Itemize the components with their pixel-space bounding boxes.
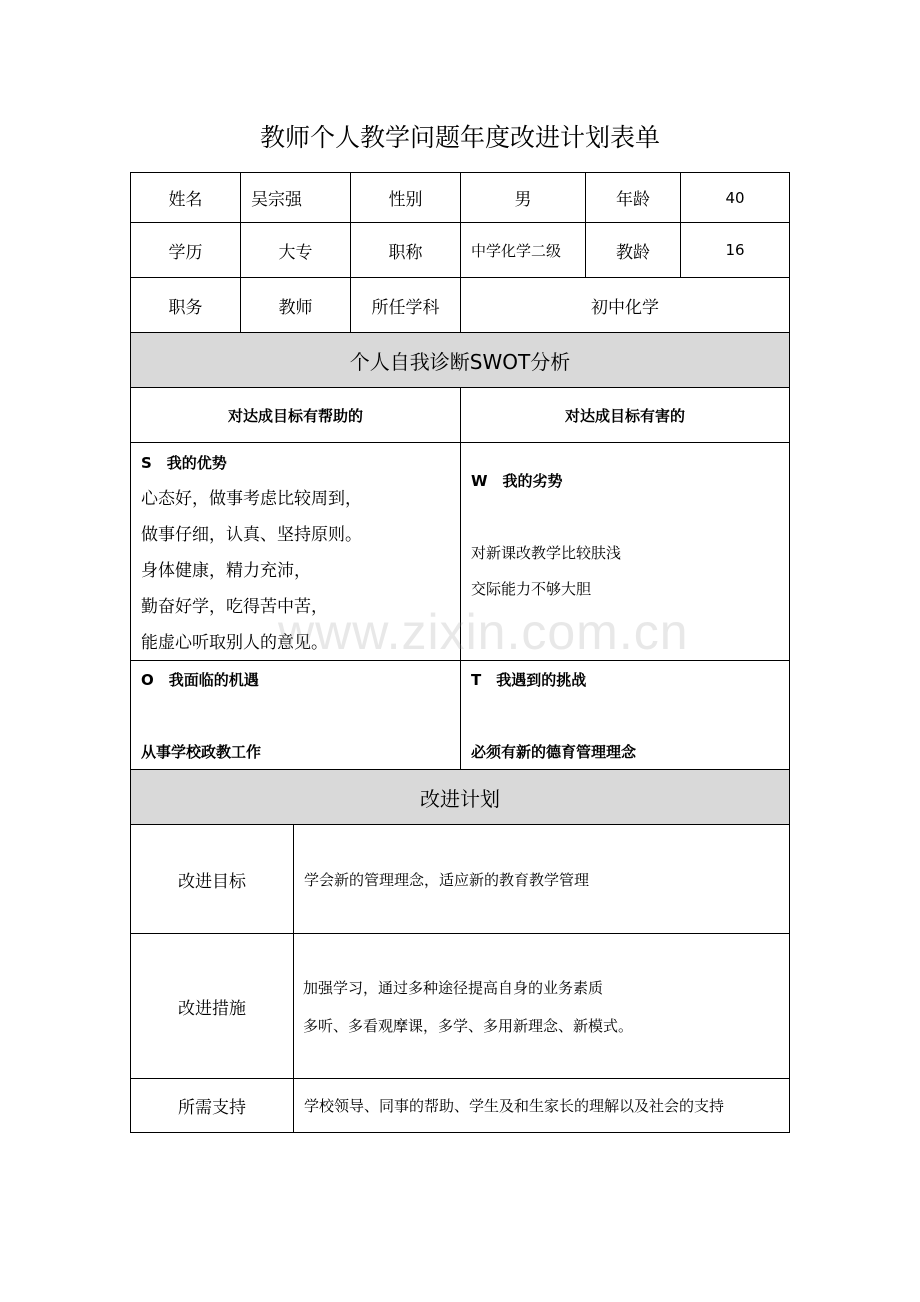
document-title: 教师个人教学问题年度改进计划表单 bbox=[259, 123, 660, 152]
measures-cell bbox=[293, 933, 790, 1079]
measures-label: 改进措施 bbox=[130, 933, 294, 1079]
strength-line: 勤奋好学，吃得苦中苦， bbox=[141, 597, 328, 617]
plan-header: 改进计划 bbox=[130, 769, 790, 825]
weaknesses-title: W 我的劣势 bbox=[471, 472, 563, 490]
gender-value: 男 bbox=[460, 172, 586, 223]
age-label: 年龄 bbox=[585, 172, 681, 223]
strength-line: 心态好，做事考虑比较周到， bbox=[141, 489, 362, 509]
gender-label: 性别 bbox=[350, 172, 461, 223]
goal-label: 改进目标 bbox=[130, 824, 294, 934]
swot-header: 个人自我诊断SWOT分析 bbox=[130, 332, 790, 388]
strength-line: 做事仔细，认真、坚持原则。 bbox=[141, 525, 362, 545]
opportunities-text: 从事学校政教工作 bbox=[141, 743, 262, 761]
subject-value: 初中化学 bbox=[460, 277, 790, 333]
title-rank-value: 中学化学二级 bbox=[460, 222, 586, 278]
weakness-line: 交际能力不够大胆 bbox=[471, 580, 592, 598]
opportunities-cell bbox=[130, 660, 461, 770]
strength-line: 身体健康，精力充沛， bbox=[141, 561, 311, 581]
post-label: 职务 bbox=[130, 277, 241, 333]
threats-text: 必须有新的德育管理理念 bbox=[471, 743, 637, 761]
threats-cell bbox=[460, 660, 790, 770]
teaching-years-label: 教龄 bbox=[585, 222, 681, 278]
watermark: www.zixin.com.cn bbox=[278, 604, 689, 660]
support-label: 所需支持 bbox=[130, 1078, 294, 1133]
post-value: 教师 bbox=[240, 277, 351, 333]
name-value: 吴宗强 bbox=[240, 172, 351, 223]
title-rank-label: 职称 bbox=[350, 222, 461, 278]
measure-line: 加强学习，通过多种途径提高自身的业务素质 bbox=[303, 979, 604, 997]
measure-line: 多听、多看观摩课，多学、多用新理念、新模式。 bbox=[303, 1017, 634, 1035]
teaching-years-value: 16 bbox=[680, 222, 790, 278]
goal-text: 学会新的管理理念，适应新的教育教学管理 bbox=[293, 824, 790, 934]
threats-title: T 我遇到的挑战 bbox=[471, 671, 587, 689]
support-text: 学校领导、同事的帮助、学生及和生家长的理解以及社会的支持 bbox=[293, 1078, 790, 1133]
name-label: 姓名 bbox=[130, 172, 241, 223]
education-label: 学历 bbox=[130, 222, 241, 278]
subject-label: 所任学科 bbox=[350, 277, 461, 333]
weakness-line: 对新课改教学比较肤浅 bbox=[471, 544, 622, 562]
strengths-title: S 我的优势 bbox=[141, 454, 227, 472]
helpful-header: 对达成目标有帮助的 bbox=[130, 387, 461, 443]
strength-line: 能虚心听取别人的意见。 bbox=[141, 633, 328, 653]
education-value: 大专 bbox=[240, 222, 351, 278]
harmful-header: 对达成目标有害的 bbox=[460, 387, 790, 443]
age-value: 40 bbox=[680, 172, 790, 223]
opportunities-title: O 我面临的机遇 bbox=[141, 671, 259, 689]
